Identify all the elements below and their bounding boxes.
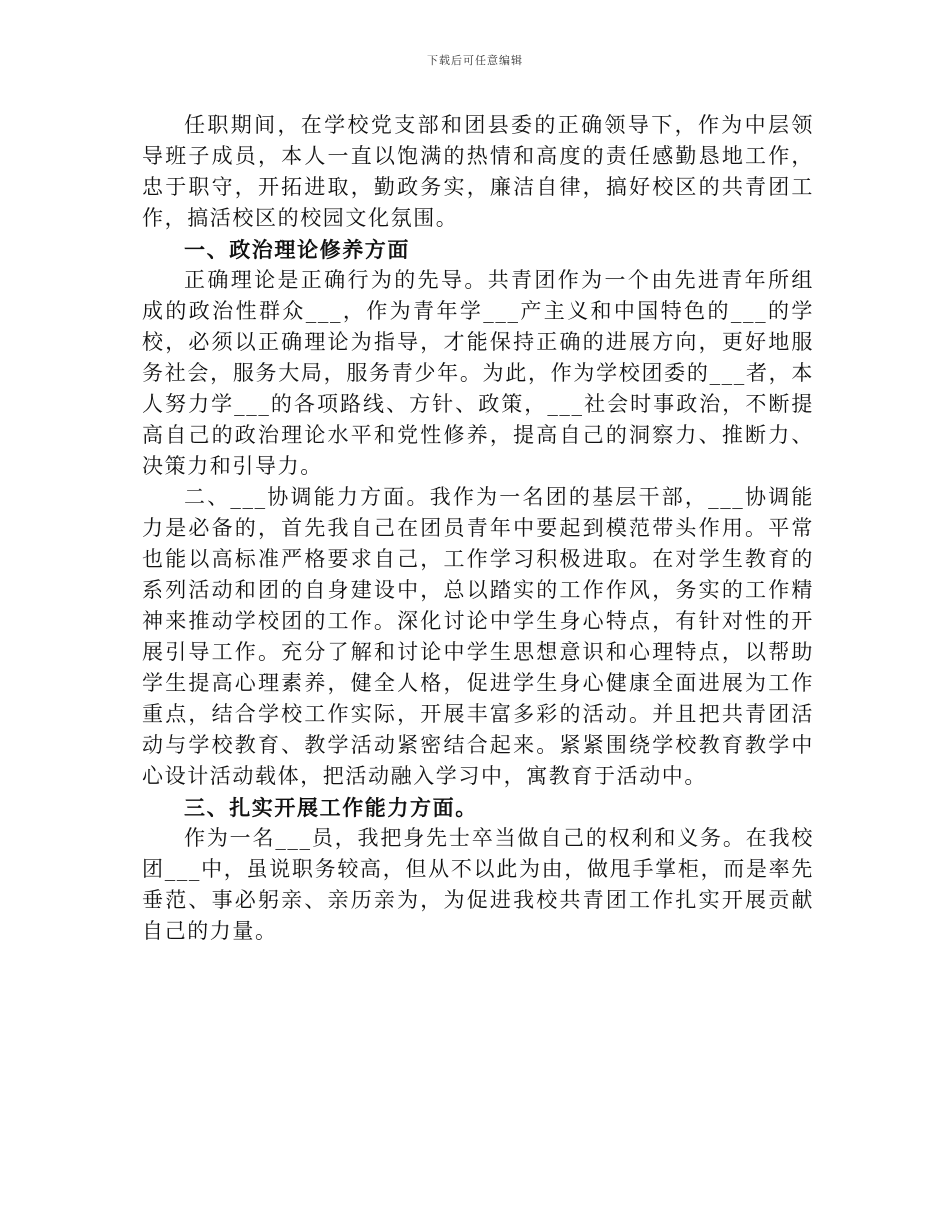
- document-body: [142, 110, 814, 947]
- political-theory-paragraph: 正确理论是正确行为的先导。共青团作为一个由先进青年所组成的政治性群众___，作为青年学___产主义和中国特色的___的学校，必须以正确理论为指导，才能保持正确的进展方向，更好地服务社会，服务大局，服务青少年。为此，作为学校团委的___者，本人努力学___的各项路线、方针、政策，___社会时事政治，不断提高自己的政治理论水平和党性修养，提高自己的洞察力、推断力、决策力和引导力。: [142, 268, 814, 478]
- intro-paragraph: 任职期间，在学校党支部和团县委的正确领导下，作为中层领导班子成员，本人一直以饱满的热情和高度的责任感勤恳地工作，忠于职守，开拓进取，勤政务实，廉洁自律，搞好校区的共青团工作，搞活校区的校园文化氛围。: [142, 113, 814, 230]
- work-ability-paragraph: 作为一名___员，我把身先士卒当做自己的权利和义务。在我校团___中，虽说职务较高，但从不以此为由，做甩手掌柜，而是率先垂范、事必躬亲、亲历亲为，为促进我校共青团工作扎实开展贡献自己的力量。: [142, 826, 814, 943]
- page-header: 下载后可任意编辑: [427, 54, 523, 67]
- coordination-ability-paragraph: 二、___协调能力方面。我作为一名团的基层干部，___协调能力是必备的，首先我自己在团员青年中要起到模范带头作用。平常也能以高标准严格要求自己，工作学习积极进取。在对学生教育的系列活动和团的自身建设中，总以踏实的工作作风，务实的工作精神来推动学校团的工作。深化讨论中学生身心特点，有针对性的开展引导工作。充分了解和讨论中学生思想意识和心理特点，以帮助学生提高心理素养，健全人格，促进学生身心健康全面进展为工作重点，结合学校工作实际，开展丰富多彩的活动。并且把共青团活动与学校教育、教学活动紧密结合起来。紧紧围绕学校教育教学中心设计活动载体，把活动融入学习中，寓教育于活动中。: [142, 485, 814, 788]
- section-heading-political-theory: 一、政治理论修养方面: [184, 237, 410, 262]
- section-heading-work-ability: 三、扎实开展工作能力方面。: [184, 795, 478, 820]
